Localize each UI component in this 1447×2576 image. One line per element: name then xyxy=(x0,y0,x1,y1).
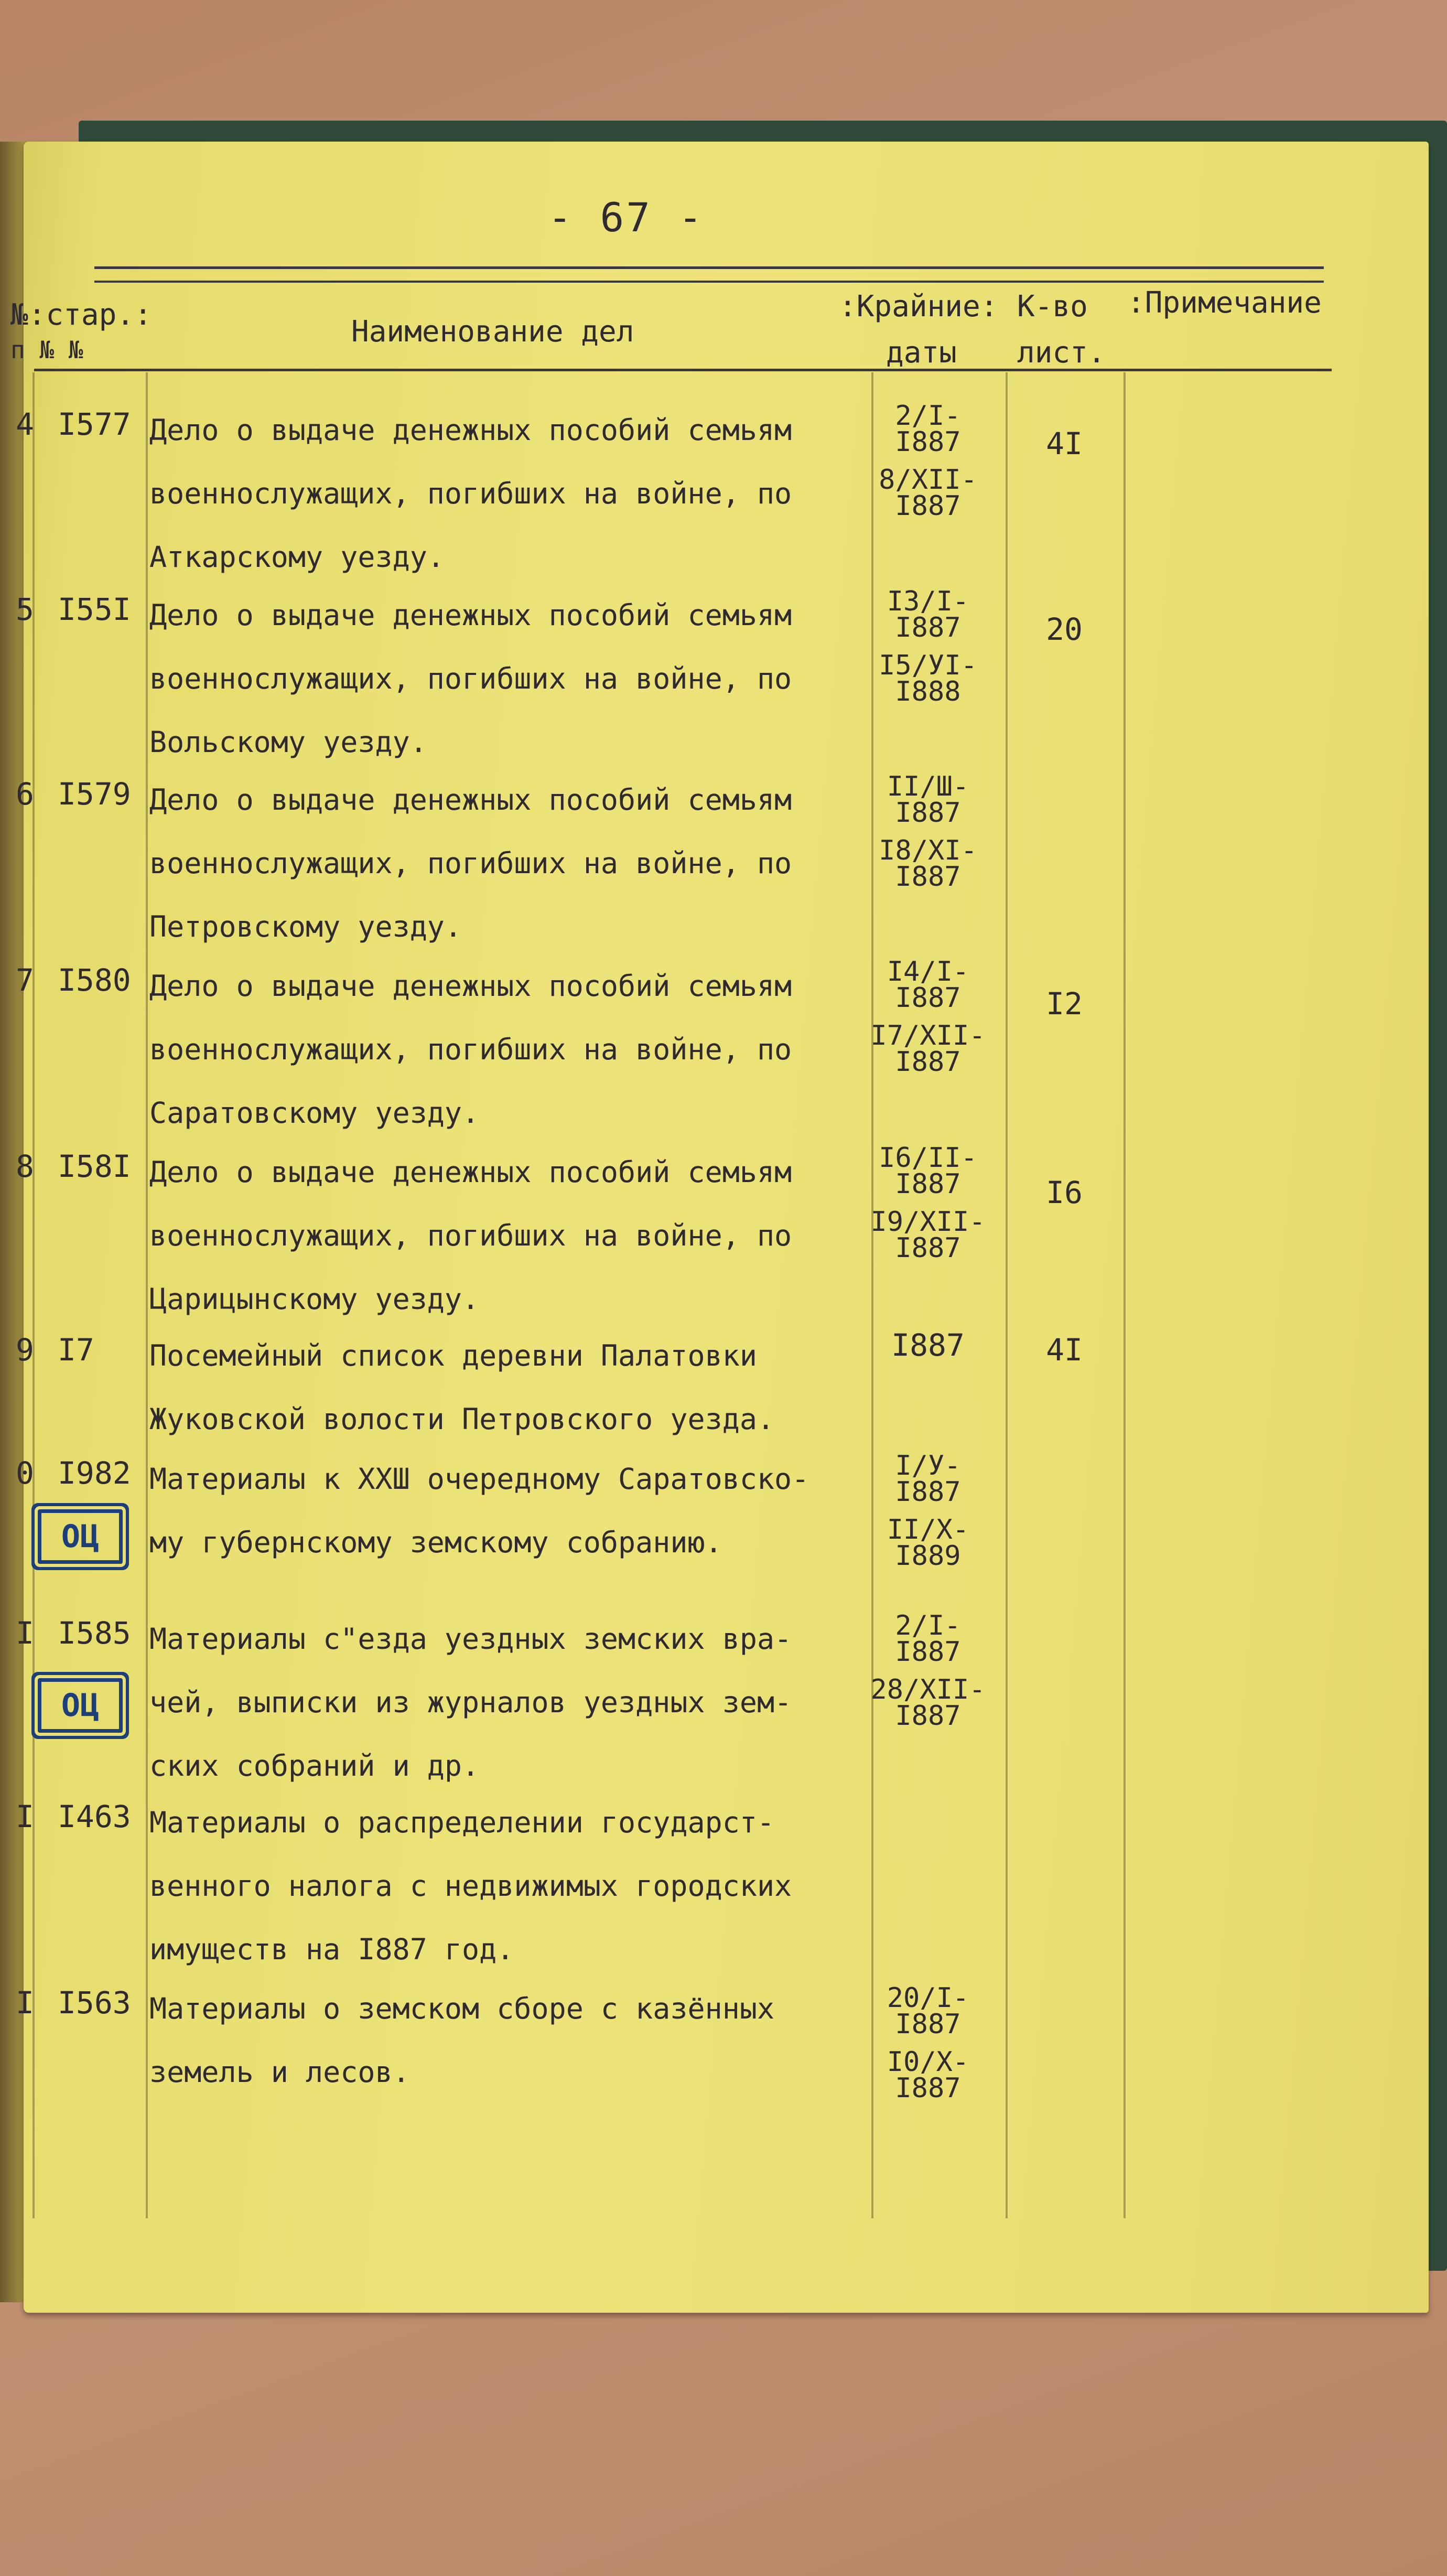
desc-line: Посемейный список деревни Палатовки xyxy=(149,1339,757,1372)
row-dates xyxy=(860,1982,996,2104)
header-dates-1: :Крайние: xyxy=(839,289,998,324)
row-number: I463 xyxy=(58,1799,131,1834)
row-dates xyxy=(860,1610,996,1732)
date-line: I887 xyxy=(895,612,961,643)
desc-line: Дело о выдаче денежных пособий семьям xyxy=(149,413,792,447)
row-description xyxy=(149,1141,792,1331)
date-line: I887 xyxy=(895,1168,961,1200)
row-description xyxy=(149,768,792,959)
date-line: 28/XII- xyxy=(870,1674,986,1705)
date-line: I7/XII- xyxy=(870,1020,986,1051)
date-line: I887 xyxy=(895,1232,961,1264)
date-line: I887 xyxy=(895,490,961,522)
row-left-digit: 8 xyxy=(16,1149,34,1184)
row-left-digit: 9 xyxy=(16,1332,34,1368)
desc-line: Царицынскому уезду. xyxy=(149,1282,480,1316)
row-sheets: 20 xyxy=(1046,611,1083,647)
header-bottom-rule xyxy=(34,369,1332,371)
desc-line: земель и лесов. xyxy=(149,2055,410,2089)
desc-line: Вольскому уезду. xyxy=(149,725,427,759)
row-number: I579 xyxy=(58,776,131,812)
date-line: I887 xyxy=(895,861,961,893)
date-line: I8/XI- xyxy=(879,835,977,866)
desc-line: военнослужащих, погибших на войне, по xyxy=(149,846,792,880)
row-number: I7 xyxy=(58,1332,94,1368)
row-description xyxy=(149,584,792,774)
row-dates xyxy=(860,1327,996,1363)
row-number: I585 xyxy=(58,1615,131,1651)
row-left-digit: 6 xyxy=(16,776,34,812)
row-number: I982 xyxy=(58,1455,131,1491)
date-line: I6/II- xyxy=(879,1142,977,1174)
column-separator xyxy=(1006,372,1008,2218)
date-line: I0/X- xyxy=(887,2046,969,2078)
row-dates xyxy=(860,400,996,522)
date-line: I3/I- xyxy=(887,586,969,617)
row-sheets: I2 xyxy=(1046,986,1083,1022)
desc-line: ских собраний и др. xyxy=(149,1749,480,1783)
row-description xyxy=(149,1607,792,1798)
column-separator xyxy=(146,372,148,2218)
desc-line: чей, выписки из журналов уездных зем- xyxy=(149,1686,792,1719)
date-line: I887 xyxy=(895,1476,961,1508)
date-line: I887 xyxy=(895,982,961,1014)
header-col-number-2: п № № xyxy=(10,336,83,364)
row-dates xyxy=(860,771,996,893)
desc-line: Дело о выдаче денежных пособий семьям xyxy=(149,598,792,632)
desc-line: Дело о выдаче денежных пособий семьям xyxy=(149,1155,792,1189)
desc-line: Материалы с"езда уездных земских вра- xyxy=(149,1622,792,1656)
desc-line: венного налога с недвижимых городских xyxy=(149,1869,792,1903)
row-number: I577 xyxy=(58,406,131,442)
archive-stamp: ОЦ xyxy=(38,1678,123,1733)
row-number: I55I xyxy=(58,592,131,627)
header-top-rule xyxy=(94,266,1324,269)
date-line: I887 xyxy=(895,1700,961,1732)
row-number: I563 xyxy=(58,1985,131,2021)
date-line: 2/I- xyxy=(895,400,961,432)
header-top-rule-2 xyxy=(94,281,1324,283)
header-col-number-1: №:стар.: xyxy=(10,298,152,332)
header-notes: :Примечание xyxy=(1127,286,1322,320)
row-dates xyxy=(860,1142,996,1264)
date-line: I9/XII- xyxy=(870,1206,986,1238)
row-left-digit: I xyxy=(16,1985,34,2021)
date-line: I887 xyxy=(895,2073,961,2104)
date-line: I887 xyxy=(891,1327,965,1363)
row-number: I58I xyxy=(58,1149,131,1184)
row-left-digit: 0 xyxy=(16,1455,34,1491)
row-sheets: 4I xyxy=(1046,426,1083,461)
header-sheets-1: К-во xyxy=(1017,289,1088,324)
desc-line: Жуковской волости Петровского уезда. xyxy=(149,1402,775,1436)
date-line: II/X- xyxy=(887,1514,969,1545)
row-sheets: I6 xyxy=(1046,1175,1083,1210)
date-line: 2/I- xyxy=(895,1610,961,1641)
row-dates xyxy=(860,956,996,1078)
column-separator xyxy=(1124,372,1126,2218)
row-dates xyxy=(860,1450,996,1572)
row-description xyxy=(149,1977,774,2104)
date-line: II/Ш- xyxy=(887,771,969,802)
desc-line: Материалы о земском сборе с казённых xyxy=(149,1992,775,2025)
date-line: I/У- xyxy=(895,1450,961,1482)
date-line: I887 xyxy=(895,426,961,458)
date-line: I887 xyxy=(895,1636,961,1668)
desc-line: Материалы о распределении государст- xyxy=(149,1806,775,1839)
desc-line: Дело о выдаче денежных пособий семьям xyxy=(149,783,792,817)
desc-line: военнослужащих, погибших на войне, по xyxy=(149,662,792,695)
column-separator xyxy=(33,372,35,2218)
row-description xyxy=(149,1324,774,1451)
header-title: Наименование дел xyxy=(351,315,634,349)
date-line: I888 xyxy=(895,676,961,707)
date-line: I4/I- xyxy=(887,956,969,988)
desc-line: му губернскому земскому собранию. xyxy=(149,1526,722,1559)
desc-line: военнослужащих, погибших на войне, по xyxy=(149,477,792,510)
row-description xyxy=(149,1791,792,1981)
date-line: I887 xyxy=(895,797,961,829)
archive-stamp: ОЦ xyxy=(38,1509,123,1564)
row-left-digit: 4 xyxy=(16,406,34,442)
row-description xyxy=(149,1447,809,1574)
date-line: 20/I- xyxy=(887,1982,969,2014)
page-number: - 67 - xyxy=(548,194,705,241)
date-line: I5/УI- xyxy=(879,650,977,681)
desc-line: Саратовскому уезду. xyxy=(149,1096,480,1130)
row-dates xyxy=(860,588,996,705)
desc-line: имуществ на I887 год. xyxy=(149,1933,514,1966)
date-line: I889 xyxy=(895,1540,961,1572)
row-left-digit: I xyxy=(16,1799,34,1834)
header-dates-2: даты xyxy=(886,336,957,370)
row-number: I580 xyxy=(58,962,131,998)
row-sheets: 4I xyxy=(1046,1332,1083,1368)
date-line: I887 xyxy=(895,2009,961,2040)
desc-line: Аткарскому уезду. xyxy=(149,540,445,574)
desc-line: Дело о выдаче денежных пособий семьям xyxy=(149,969,792,1003)
header-sheets-2: лист. xyxy=(1017,336,1106,370)
row-left-digit: 5 xyxy=(16,592,34,627)
desc-line: военнослужащих, погибших на войне, по xyxy=(149,1033,792,1066)
row-description xyxy=(149,399,792,589)
desc-line: Материалы к XXШ очередному Саратовско- xyxy=(149,1462,809,1496)
desc-line: Петровскому уезду. xyxy=(149,910,462,943)
row-left-digit: I xyxy=(16,1615,34,1651)
desc-line: военнослужащих, погибших на войне, по xyxy=(149,1219,792,1252)
row-description xyxy=(149,954,792,1145)
date-line: 8/XII- xyxy=(879,464,977,496)
date-line: I887 xyxy=(895,1046,961,1078)
row-left-digit: 7 xyxy=(16,962,34,998)
